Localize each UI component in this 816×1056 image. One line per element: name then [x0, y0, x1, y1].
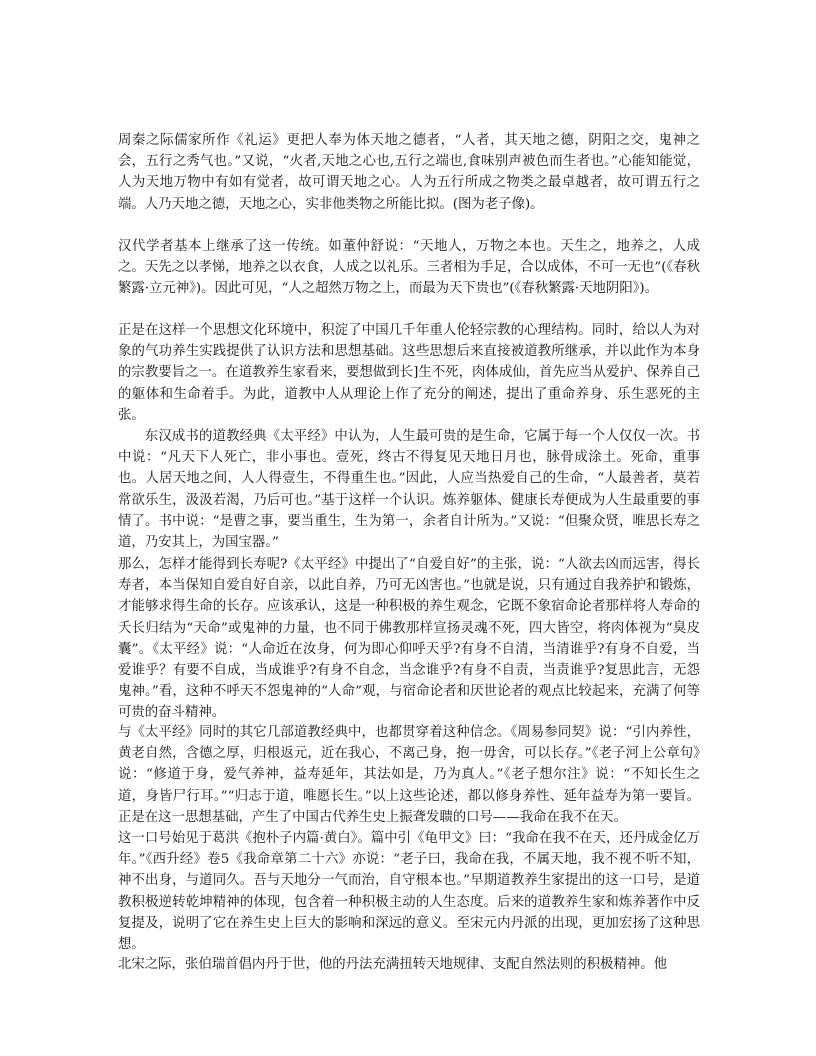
- paragraph-cultural-environment: 正是在这样一个思想文化环境中，积淀了中国几千年重人伦轻宗教的心理结构。同时，给以人为对象的气功养生实践提供了认识方法和思想基础。这些思想后来直接被道教所继承，并以此作为本身的宗教要旨之一。在道教养生家看来，要想做到长]生不死，肉体成仙，首先应当从爱护、保养自己的躯体和生命着手。为此，道教中人从理论上作了充分的阐述，提出了重命养身、乐生恶死的主张。: [118, 323, 700, 423]
- paragraph-han-scholars: 汉代学者基本上继承了这一传统。如董仲舒说：“天地人，万物之本也。天生之，地养之，人成之。天先之以孝悌，地养之以衣食，人成之以礼乐。三者相为手足，合以成体，不可一无也”(《春秋繁露·立元神》)。因此可见，“人之超然万物之上，而最为天下贵也”(《春秋繁露·天地阴阳》)。: [118, 239, 700, 297]
- paragraph-taiping-jing: 东汉成书的道教经典《太平经》中认为，人生最可贵的是生命，它属于每一个人仅仅一次。书中说：“凡天下人死亡，非小事也。壹死，终古不得复见天地日月也，脉骨成涂土。死命，重事也。人居天地之间，人人得壹生，不得重生也。”因此，人应当热爱自己的生命，“人最善者，莫若常欲乐生，汲汲若渴，乃后可也。”基于这样一个认识。炼养躯体、健康长寿便成为人生最重要的事情了。书中说：“是曹之事，要当重生，生为第一，余者自计所为。”又说：“但聚众贤，唯思长寿之道，乃安其上，为国宝器。”: [118, 429, 700, 551]
- paragraph-slogan-origin: 这一口号始见于葛洪《抱朴子内篇·黄白》。篇中引《龟甲文》曰：“我命在我不在天，还丹成金亿万年。”《西升经》卷5《我命章第二十六》亦说：“老子曰，我命在我，不属天地，我不视不听不知，神不出身，与道同久。吾与天地分一气而治，自守根本也。”早期道教养生家提出的这一口号，是道教积极逆转乾坤精神的体现，包含着一种积极主动的人生态度。后来的道教养生家和炼养著作中反复提及，说明了它在养生史上巨大的影响和深远的意义。至宋元内丹派的出现，更加宏扬了这种思想。: [118, 831, 700, 953]
- paragraph-other-scriptures: 与《太平经》同时的其它几部道教经典中，也都贯穿着这种信念。《周易参同契》说：“引内养性，黄老自然，含德之厚，归根返元，近在我心，不离己身，抱一毋舍，可以长存。”《老子河上公章句》说：“修道于身，爱气养神，益寿延年，其法如是，乃为真人。”《老子想尔注》说：“不知长生之道，身皆尸行耳。”“归志于道，唯愿长生。”以上这些论述，都以修身养性、延年益寿为第一要旨。正是在这一思想基础，产生了中国古代养生史上振聋发聩的口号——我命在我不在天。: [118, 725, 700, 825]
- paragraph-self-love: 那么，怎样才能得到长寿呢?《太平经》中提出了“自爱自好”的主张，说：“人欲去凶而远害，得长寿者，本当保知自爱自好自亲，以此自养，乃可无凶害也。”也就是说，只有通过自我养护和锻炼，才能够求得生命的长存。应该承认，这是一种积极的养生观念，它既不象宿命论者那样将人寿命的夭长归结为“天命”或鬼神的力量，也不同于佛教那样宣扬灵魂不死，四大皆空，将肉体视为“臭皮囊”。《太平经》说：“人命近在汝身，何为即心仰呼天乎?有身不自清，当清谁乎?有身不自爱，当爱谁乎？有要不自成，当成谁乎?有身不自念，当念谁乎?有身不自责，当责谁乎?复思此言，无怨鬼神。”看，这种不呼天不怨鬼神的“人命”观，与宿命论者和厌世论者的观点比较起来，充满了何等可贵的奋斗精神。: [118, 557, 700, 721]
- paragraph-liyun: 周秦之际儒家所作《礼运》更把人奉为体天地之德者，“人者，其天地之德，阴阳之交，鬼神之会，五行之秀气也。”又说，“火者,天地之心也,五行之端也,食味别声被色而生者也。”心能知能觉，人为天地万物中有如有觉者，故可谓天地之心。人为五行所成之物类之最卓越者，故可谓五行之端。人乃天地之德，天地之心，实非他类物之所能比拟。(图为老子像)。: [118, 133, 700, 212]
- paragraph-northern-song: 北宋之际，张伯瑞首倡内丹于世，他的丹法充满扭转天地规律、支配自然法则的积极精神。他: [118, 957, 668, 972]
